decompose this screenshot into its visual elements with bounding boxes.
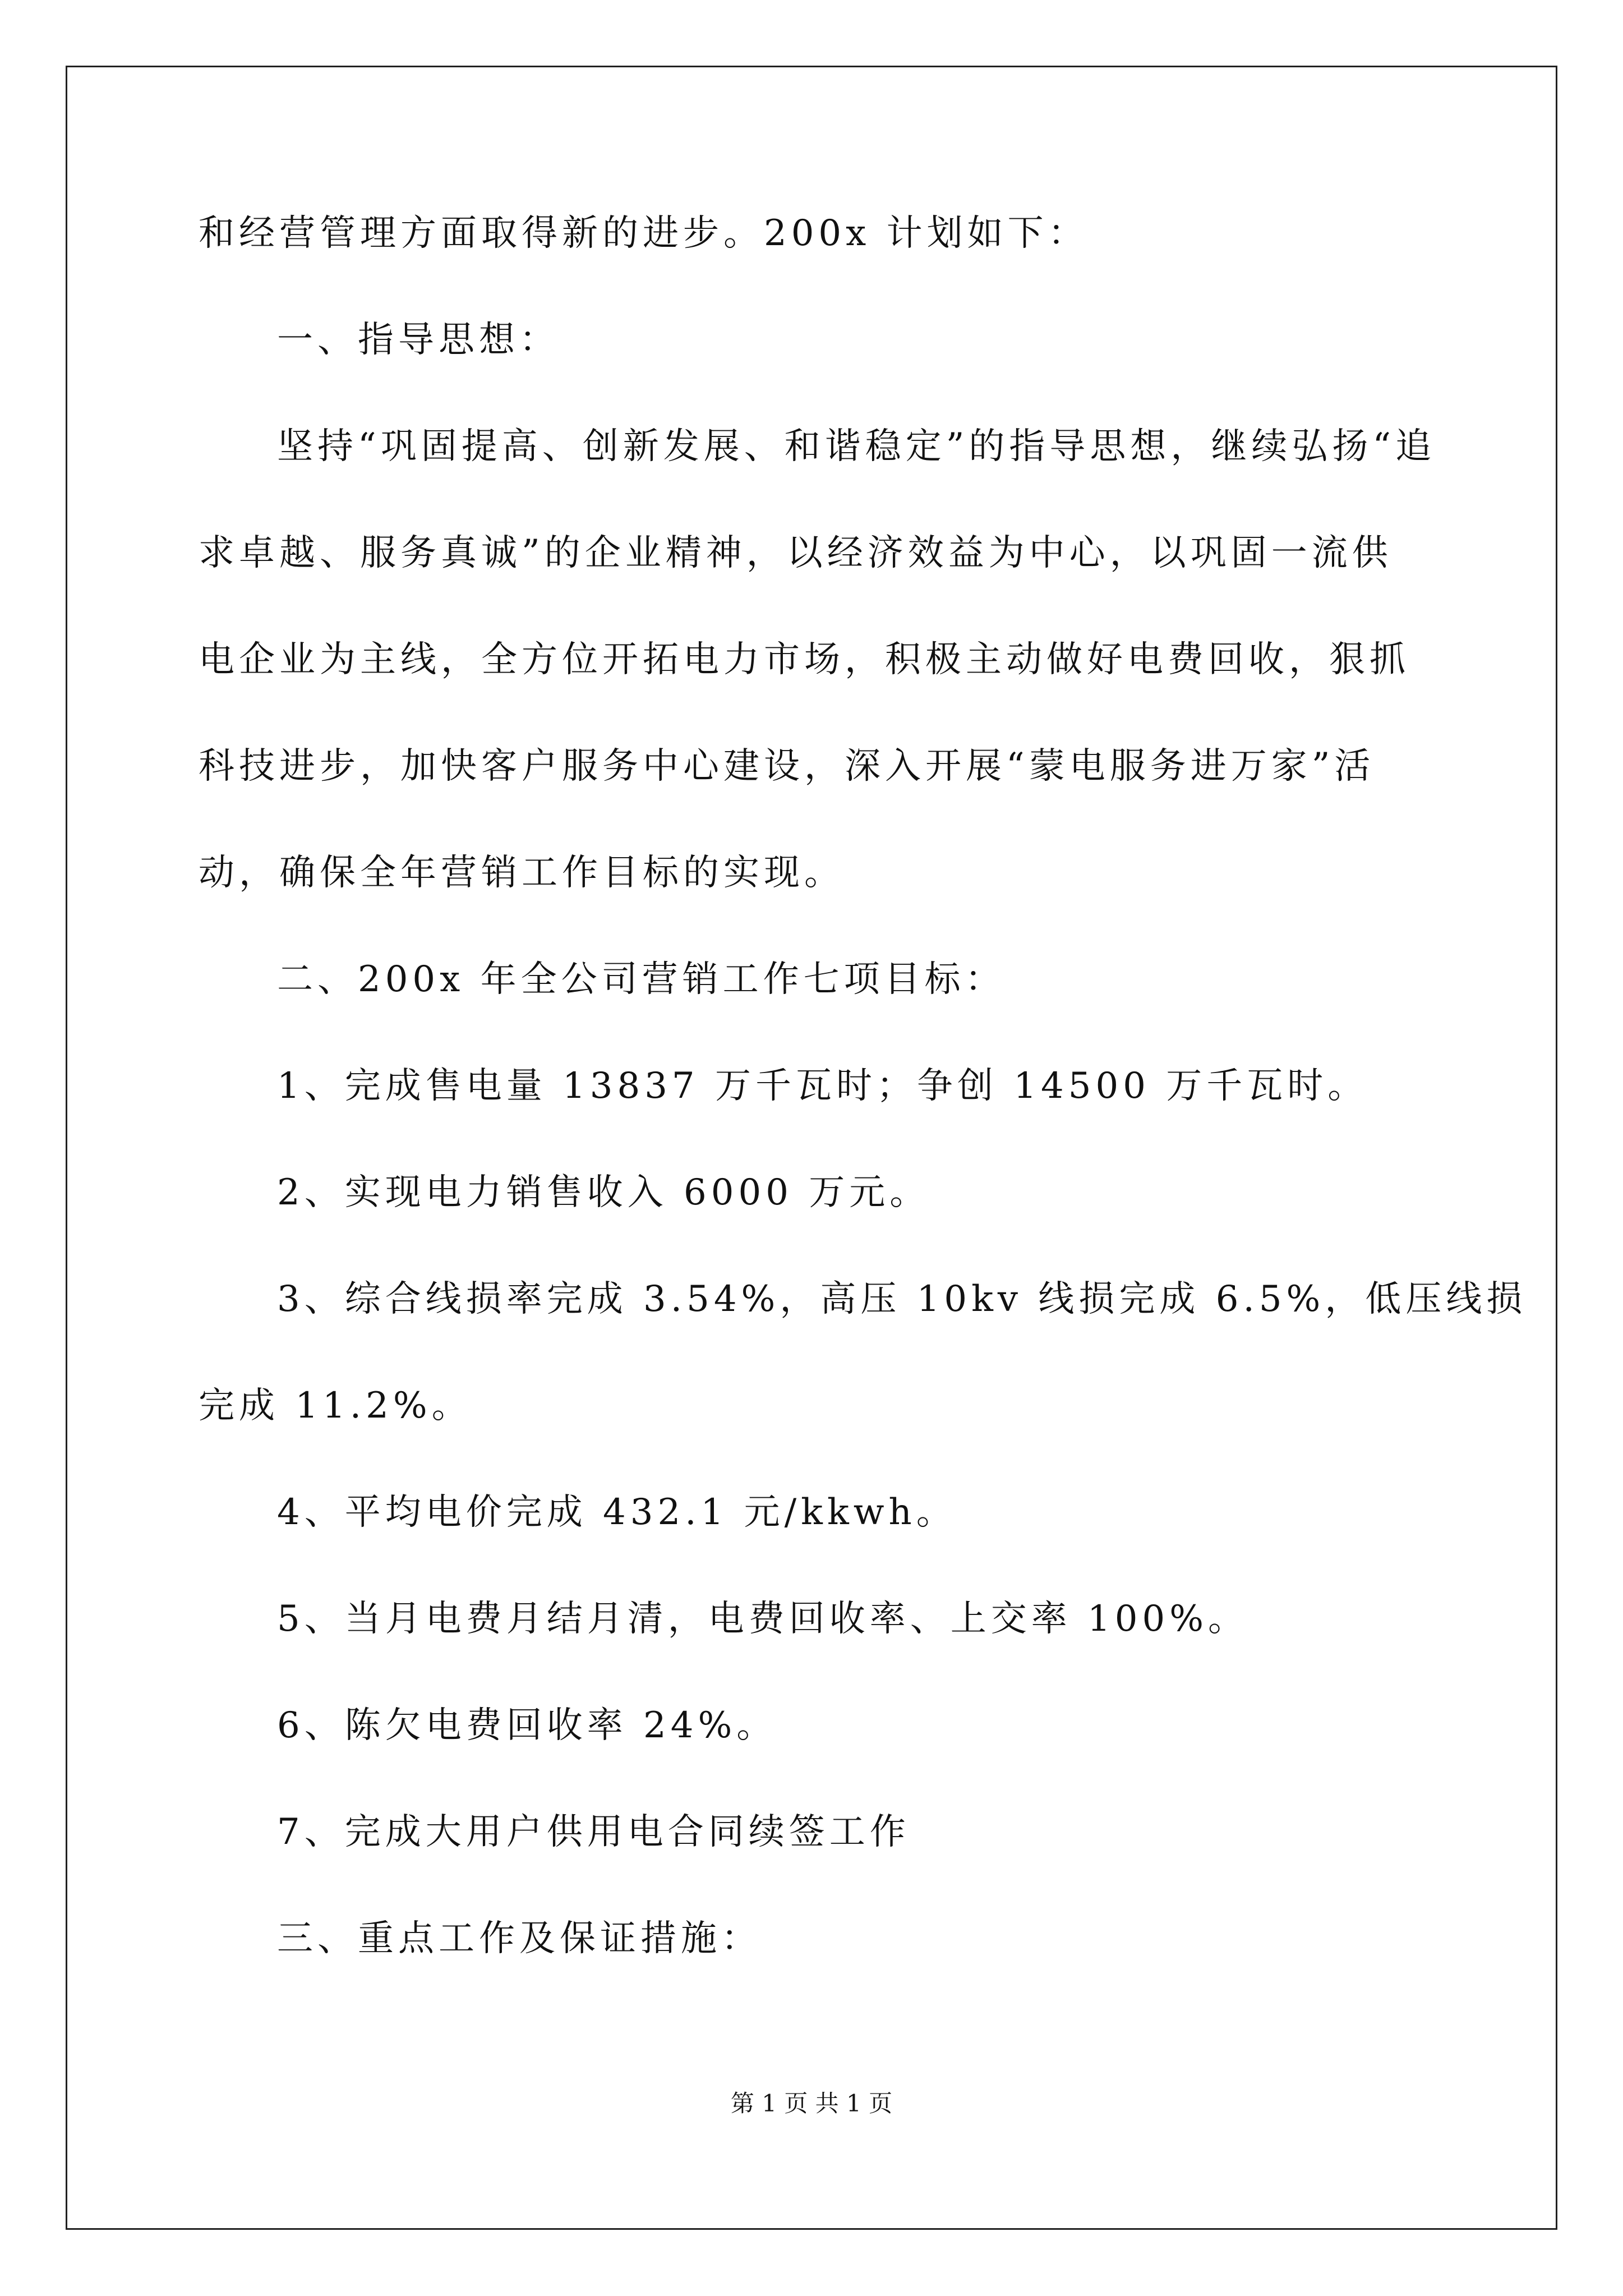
list-item: 6、陈欠电费回收率 24%。 (277, 1705, 777, 1746)
section-heading: 三、重点工作及保证措施： (277, 1918, 762, 1959)
list-item: 3、综合线损率完成 3.54%，高压 10kv 线损完成 6.5%，低压线损 (277, 1278, 1527, 1320)
list-item: 4、平均电价完成 432.1 元/kkwh。 (277, 1492, 957, 1533)
text-line: 和经营管理方面取得新的进步。200x 计划如下： (199, 213, 1089, 254)
list-item: 7、完成大用户供用电合同续签工作 (277, 1811, 910, 1853)
text-line: 科技进步，加快客户服务中心建设，深入开展“蒙电服务进万家”活 (199, 746, 1375, 787)
page-border (66, 66, 1557, 2230)
text-line: 电企业为主线，全方位开拓电力市场，积极主动做好电费回收，狠抓 (199, 639, 1410, 680)
section-heading: 一、指导思想： (277, 319, 560, 361)
text-line: 坚持“巩固提高、创新发展、和谐稳定”的指导思想，继续弘扬“追 (277, 426, 1436, 467)
page-footer: 第 1 页 共 1 页 (730, 2090, 893, 2117)
text-line: 完成 11.2%。 (199, 1385, 472, 1427)
section-heading: 二、200x 年全公司营销工作七项目标： (277, 959, 1006, 1000)
text-line: 动，确保全年营销工作目标的实现。 (199, 852, 845, 894)
list-item: 2、实现电力销售收入 6000 万元。 (277, 1172, 930, 1213)
list-item: 5、当月电费月结月清，电费回收率、上交率 100%。 (277, 1598, 1249, 1640)
text-line: 求卓越、服务真诚”的企业精神，以经济效益为中心，以巩固一流供 (199, 532, 1393, 574)
list-item: 1、完成售电量 13837 万千瓦时；争创 14500 万千瓦时。 (277, 1065, 1368, 1107)
